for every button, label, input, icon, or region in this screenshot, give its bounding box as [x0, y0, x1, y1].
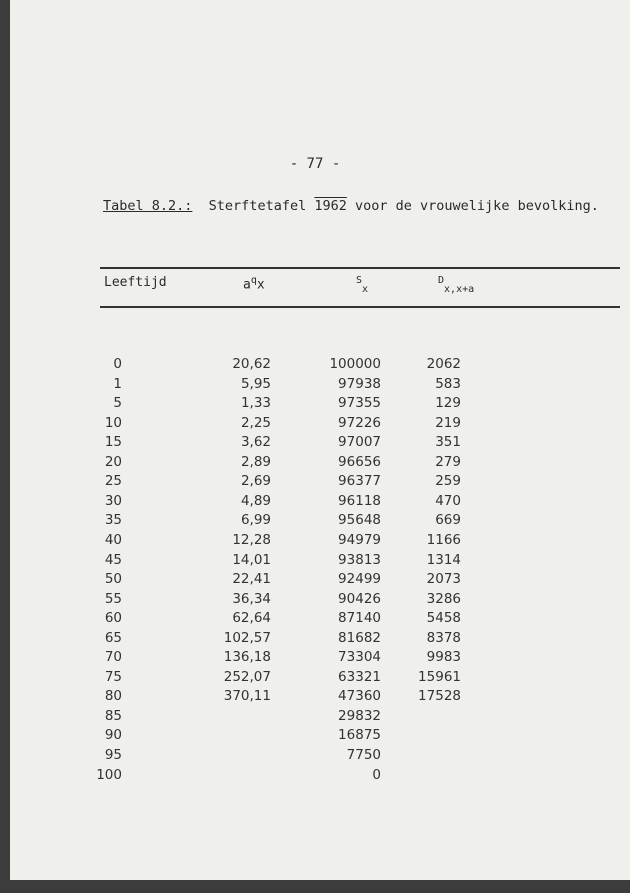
cell-age: 30 — [104, 492, 122, 509]
cell-sx: 97938 — [338, 375, 381, 392]
cell-aqx: 2,25 — [240, 414, 271, 431]
cell-age: 80 — [104, 688, 122, 705]
cell-d: 1166 — [426, 531, 461, 548]
cell-age: 0 — [113, 356, 122, 372]
cell-age: 50 — [104, 571, 122, 588]
cell-sx: 81682 — [338, 629, 381, 646]
cell-sx: 93813 — [338, 551, 381, 568]
cell-d: 669 — [435, 512, 461, 529]
cell-aqx: 136,18 — [223, 649, 271, 666]
cell-d: 470 — [435, 492, 461, 509]
cell-aqx: 5,95 — [240, 375, 271, 392]
cell-aqx: 2,69 — [240, 473, 271, 490]
cell-d: 219 — [435, 414, 461, 431]
cell-age: 100 — [96, 766, 122, 783]
cell-d: 9983 — [426, 649, 461, 666]
cell-sx: 7750 — [346, 747, 381, 763]
cell-sx: 87140 — [338, 610, 381, 627]
cell-d: 5458 — [426, 610, 461, 627]
cell-age: 70 — [104, 649, 122, 666]
cell-aqx: 62,64 — [232, 610, 271, 627]
cell-aqx: 2,89 — [240, 453, 271, 470]
cell-age: 35 — [104, 512, 122, 529]
cell-age: 45 — [104, 551, 122, 568]
cell-age: 85 — [104, 707, 122, 724]
cell-age: 10 — [104, 414, 122, 431]
cell-aqx: 370,11 — [223, 688, 271, 705]
header-age: Leeftijd — [104, 275, 167, 290]
cell-sx: 96377 — [338, 473, 381, 490]
cell-sx: 0 — [372, 766, 381, 783]
title-year: 1962 — [314, 198, 347, 214]
cell-d: 2062 — [426, 356, 461, 372]
cell-age: 95 — [104, 747, 122, 763]
cell-aqx: 102,57 — [223, 629, 271, 646]
cell-aqx: 22,41 — [232, 571, 271, 588]
sx-sub: x — [362, 283, 369, 295]
cell-age: 20 — [104, 453, 122, 470]
cell-aqx: 4,89 — [240, 492, 271, 509]
header-d — [438, 275, 474, 295]
cell-sx: 96656 — [338, 453, 381, 470]
cell-d: 129 — [435, 395, 461, 412]
cell-age: 1 — [113, 375, 122, 392]
cell-d: 3286 — [426, 590, 461, 607]
cell-sx: 100000 — [329, 356, 381, 372]
aqx-main: x — [256, 277, 265, 293]
cell-aqx: 14,01 — [232, 551, 271, 568]
cell-age: 75 — [104, 668, 122, 685]
d-sub: x,x+a — [444, 283, 475, 295]
cell-age: 25 — [104, 473, 122, 490]
cell-sx: 73304 — [338, 649, 381, 666]
cell-aqx: 3,62 — [240, 434, 271, 451]
page-number: - 77 - — [289, 156, 341, 172]
table-label: Tabel 8.2.: — [103, 198, 193, 214]
cell-sx: 90426 — [338, 590, 381, 607]
cell-age: 5 — [113, 395, 122, 412]
cell-sx: 95648 — [338, 512, 381, 529]
cell-d: 2073 — [426, 571, 461, 588]
cell-aqx: 12,28 — [232, 531, 271, 548]
header-sx — [356, 275, 368, 295]
cell-aqx: 252,07 — [223, 668, 271, 685]
title-text-before: Sterftetafel — [208, 198, 307, 214]
cell-age: 55 — [104, 590, 122, 607]
cell-sx: 92499 — [338, 571, 381, 588]
cell-age: 15 — [104, 434, 122, 451]
cell-age: 90 — [104, 727, 122, 744]
cell-d: 583 — [435, 375, 461, 392]
cell-d: 279 — [435, 453, 461, 470]
cell-sx: 47360 — [338, 688, 381, 705]
cell-aqx: 6,99 — [240, 512, 271, 529]
sx-sup: S — [356, 275, 363, 286]
cell-aqx: 36,34 — [232, 590, 271, 607]
cell-d: 259 — [435, 473, 461, 490]
cell-sx: 16875 — [338, 727, 381, 744]
cell-d: 8378 — [426, 629, 461, 646]
header-aqx — [243, 275, 265, 292]
cell-sx: 97226 — [338, 414, 381, 431]
cell-sx: 96118 — [338, 492, 381, 509]
cell-sx: 97355 — [338, 395, 381, 412]
cell-sx: 97007 — [338, 434, 381, 451]
title-text-after: voor de vrouwelijke bevolking. — [355, 198, 599, 214]
cell-sx: 63321 — [338, 668, 381, 685]
cell-aqx: 20,62 — [232, 356, 271, 372]
cell-sx: 29832 — [338, 707, 381, 724]
cell-d: 351 — [435, 434, 461, 451]
cell-d: 1314 — [426, 551, 461, 568]
cell-aqx: 1,33 — [240, 395, 271, 412]
cell-age: 60 — [104, 610, 122, 627]
header-bottom-rule — [100, 306, 620, 308]
cell-d: 15961 — [418, 668, 461, 685]
aqx-pre: a — [243, 277, 251, 293]
cell-sx: 94979 — [338, 531, 381, 548]
cell-age: 40 — [104, 531, 122, 548]
header-top-rule — [100, 267, 620, 269]
cell-age: 65 — [104, 629, 122, 646]
d-sup: D — [438, 275, 445, 286]
table-title — [103, 198, 599, 214]
aqx-sup: q — [250, 275, 257, 286]
cell-d: 17528 — [418, 688, 461, 705]
